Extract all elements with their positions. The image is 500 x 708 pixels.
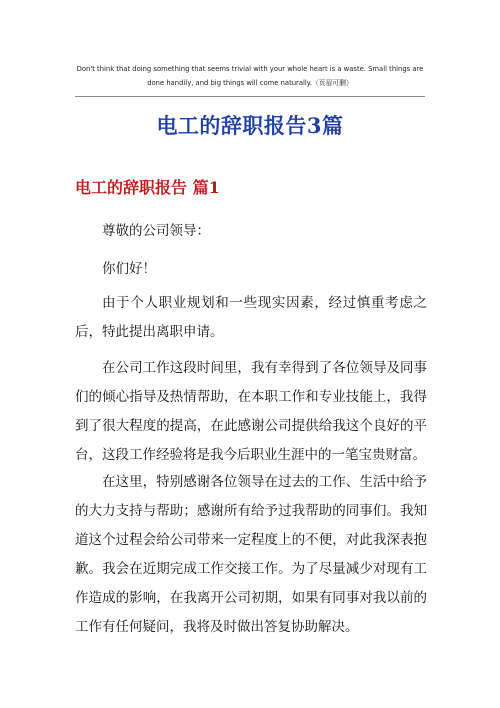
salutation: 尊敬的公司领导： — [102, 222, 210, 239]
document-title: 电工的辞职报告3篇 — [156, 113, 344, 138]
body-paragraph-handover: 在这里，特别感谢各位领导在过去的工作、生活中给予的大力支持与帮助；感谢所有给予过我帮助的同事们。我知道这个过程会给公司带来一定程度上的不便，对此我深表抱歉。我会在近期完成工作交接工作。为了尽量减少对现有工作造成的影响，在我离开公司初期，如果有同事对我以前的工作有任何疑问，我将及时做出答复协助解决。 — [75, 473, 427, 635]
header-divider — [75, 96, 425, 97]
body-paragraph-reason: 由于个人职业规划和一些现实因素，经过慎重考虑之后，特此提出离职申请。 — [75, 294, 427, 340]
greeting: 你们好！ — [102, 260, 156, 277]
section-title: 电工的辞职报告 篇1 — [75, 178, 220, 197]
body-paragraph-gratitude: 在公司工作这段时间里，我有幸得到了各位领导及同事们的倾心指导及热情帮助，在本职工作和专业技能上，我得到了很大程度的提高，在此感谢公司提供给我这个良好的平台，这段工作经验将是我今后职业生涯中的一笔宝贵财富。 — [75, 359, 427, 463]
page-header-note: Don't think that doing something that seems trivial with your whole heart is a waste. Small things are done handily, and big things will come naturally.（页眉可删） — [76, 65, 424, 87]
